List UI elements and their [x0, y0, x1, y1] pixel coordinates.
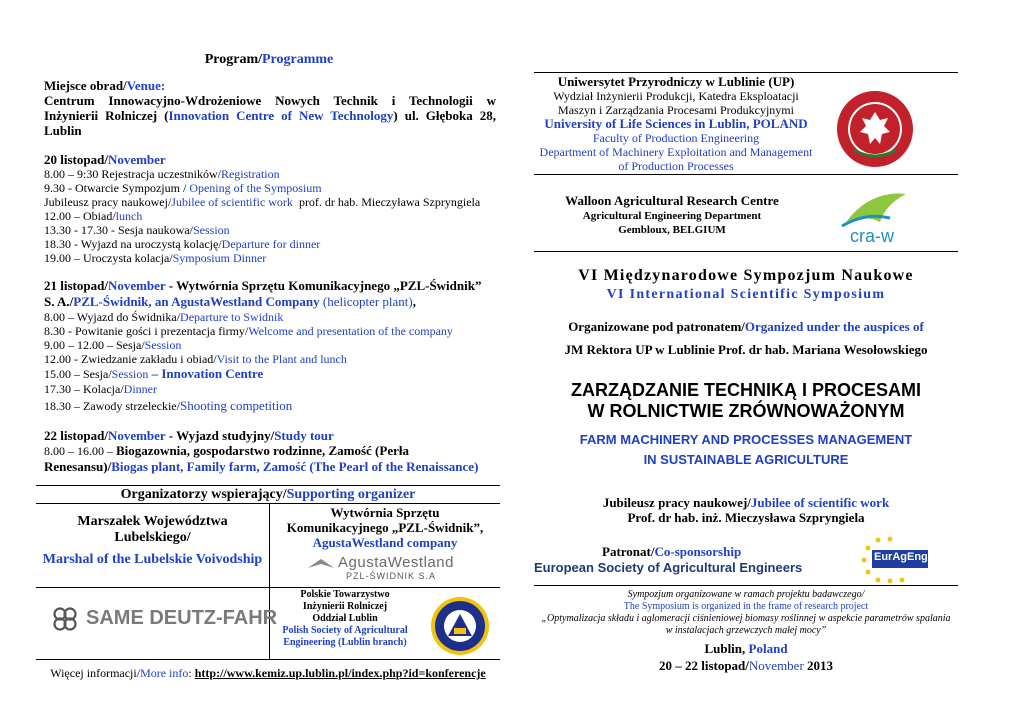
day2-item: 18.30 – Zawody strzeleckie/Shooting competition	[44, 398, 293, 413]
day2-item: 15.00 – Sesja/Session – Innovation Centre	[44, 366, 264, 381]
day1-block	[44, 152, 504, 265]
venue-line2: Inżynierii Rolniczej (Innovation Centre of New Technology) ul. Głęboka 28,	[44, 108, 496, 123]
eurageng-logo: EurAgEng	[858, 536, 932, 584]
location-dates: Lublin, Poland 20 – 22 listopad/November 2013	[658, 641, 834, 673]
patronage-block: Organizowane pod patronatem/Organized under the auspices of JM Rektora UP w Lublinie Prof. dr hab. Mariana Wesołowskiego	[564, 319, 928, 357]
cosponsorship-block: Patronat/Co-sponsorship European Society of Agricultural Engineers	[534, 544, 803, 575]
more-info-link[interactable]: http://www.kemiz.up.lublin.pl/index.php?id=konferencje	[194, 666, 486, 680]
symposium-heading: VI Międzynarodowe Sympozjum Naukowe VI International Scientific Symposium	[578, 267, 914, 302]
craw-leaf-icon	[840, 188, 912, 228]
day1-item: 9.30 - Otwarcie Sympozjum / Opening of the Symposium	[44, 181, 322, 195]
venue-label: Miejsce obrad/Venue:	[44, 78, 166, 93]
marshal-cell: Marszałek Województwa Lubelskiego/ Marshal of the Lubelskie Voivodship	[42, 514, 263, 567]
up-block: Uniwersytet Przyrodniczy w Lublinie (UP) Wydział Inżynierii Produkcji, Katedra Eksploatacji Maszyn i Zarządzania Procesami Produkcyjnymi University of Life Sciences in Lublin, POLAND Faculty of Production Engineering Department of Machinery Exploitation and Management of Production Processes	[539, 74, 813, 173]
same-deutz-fahr-logo: SAME DEUTZ-FAHR	[52, 604, 262, 634]
day3-block	[44, 428, 504, 475]
day1-item: 13.30 - 17.30 - Sesja naukowa/Session	[44, 223, 230, 237]
day1-date: 20 listopad/November	[44, 152, 166, 167]
ptir-cell: Polskie Towarzystwo Inżynierii Rolniczej Oddział Lublin Polish Society of Agricultural Engineering (Lublin branch)	[282, 589, 408, 648]
organizers-title: Organizatorzy wspierający/Supporting organizer	[120, 487, 416, 502]
day2-item: 8.00 – Wyjazd do Świdnika/Departure to Swidnik	[44, 310, 284, 324]
venue-line1: Centrum Innowacyjno-Wdrożeniowe Nowych Technik i Technologii w	[44, 93, 496, 108]
university-seal-icon	[836, 90, 914, 168]
project-block: Sympozjum organizowane w ramach projektu badawczego/ The Symposium is organized in the frame of research project „Optymalizacja składu i aglomeracji ciśnieniowej biomasy roślinnej w aspekcie parametrów spalania w instalacjach grzewczych małej mocy”	[541, 589, 951, 636]
more-info-line: Więcej informacji/More info: http://www.kemiz.up.lublin.pl/index.php?id=konferencje	[50, 666, 486, 680]
day2-item: 12.00 - Zwiedzanie zakładu i obiad/Visit to the Plant and lunch	[44, 352, 347, 366]
symposium-title: ZARZĄDZANIE TECHNIKĄ I PROCESAMI W ROLNICTWIE ZRÓWNOWAŻONYM FARM MACHINERY AND PROCESSES MANAGEMENT IN SUSTAINABLE AGRICULTURE	[571, 380, 921, 467]
day3-line1: 8.00 – 16.00 – Biogazownia, gospodarstwo rodzinne, Zamość (Perła	[44, 443, 409, 458]
walloon-block: Walloon Agricultural Research Centre Agricultural Engineering Department Gembloux, BELGIUM	[565, 193, 779, 236]
day3-heading: 22 listopad/November - Wyjazd studyjny/Study tour	[44, 428, 334, 443]
program-heading: Program/Programme	[204, 52, 334, 67]
venue-line3: Lublin	[44, 123, 82, 138]
day2-item: 8.30 - Powitanie gości i prezentacja firmy/Welcome and presentation of the company	[44, 324, 453, 338]
ptir-logo-icon	[430, 596, 490, 656]
day2-block	[44, 278, 504, 416]
day2-heading-2: S. A./PZL-Świdnik, an AgustaWestland Company (helicopter plant),	[44, 294, 417, 309]
jubilee-block: Jubileusz pracy naukowej/Jubilee of scientific work Prof. dr hab. inż. Mieczysława Szpryngiela	[602, 495, 890, 525]
day1-item: 19.00 – Uroczysta kolacja/Symposium Dinner	[44, 251, 267, 265]
day1-item: Jubileusz pracy naukowej/Jubilee of scientific work prof. dr hab. Mieczyława Szpryngiela	[44, 195, 481, 209]
pzl-cell: Wytwórnia Sprzętu Komunikacyjnego „PZL-Świdnik”, AgustaWestland company	[286, 505, 484, 550]
day2-item: 9.00 – 12.00 – Sesja/Session	[44, 338, 182, 352]
day1-item: 8.00 – 9:30 Rejestracja uczestników/Registration	[44, 167, 280, 181]
day2-item: 17.30 – Kolacja/Dinner	[44, 382, 157, 396]
day2-heading: 21 listopad/November - Wytwórnia Sprzętu Komunikacyjnego „PZL-Świdnik”	[44, 278, 482, 293]
agustawestland-logo: AgustaWestland PZL-ŚWIDNIK S.A	[306, 554, 466, 586]
day1-item: 18.30 - Wyjazd na uroczystą kolację/Departure for dinner	[44, 237, 321, 251]
venue-block	[44, 78, 496, 138]
day1-item: 12.00 – Obiad/lunch	[44, 209, 143, 223]
day3-line2: Renesansu)/Biogas plant, Family farm, Zamość (The Pearl of the Renaissance)	[44, 459, 479, 474]
sdf-emblem-icon	[52, 606, 78, 632]
craw-logo: cra-w	[840, 188, 912, 248]
agustawestland-icon	[306, 556, 336, 572]
